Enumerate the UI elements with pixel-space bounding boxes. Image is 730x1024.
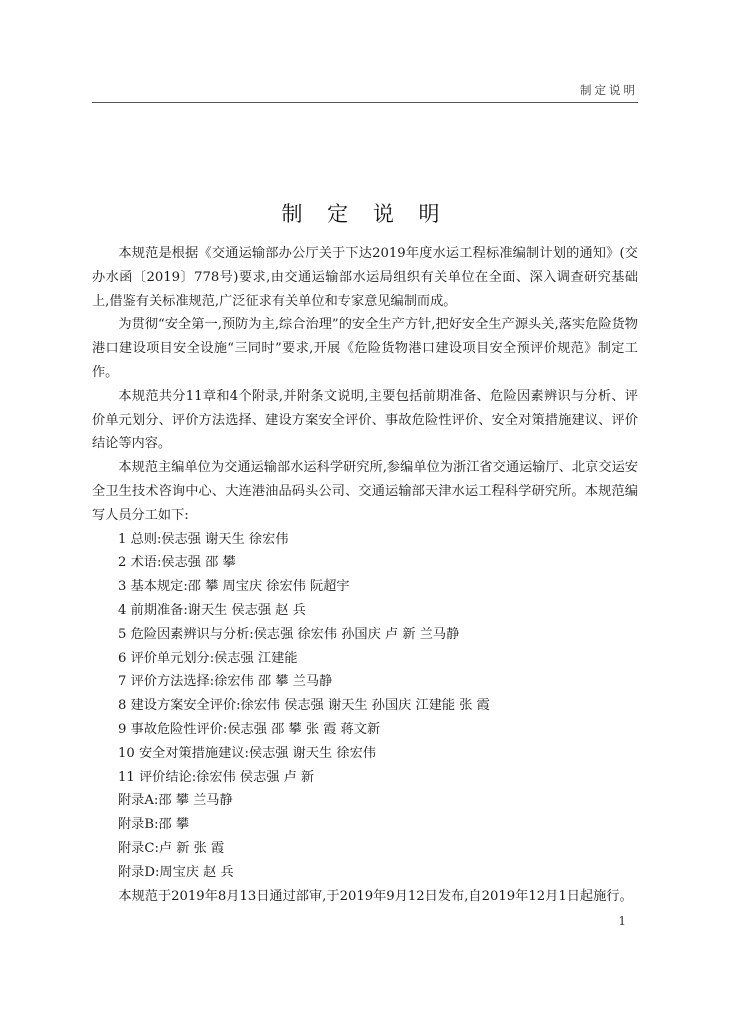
paragraph-editors: 本规范主编单位为交通运输部水运科学研究所,参编单位为浙江省交通运输厅、北京交运安全卫生技术咨询中心、大连港油品码头公司、交通运输部天津水运工程科学研究所。本规范编写人员分工如下: xyxy=(92,460,638,523)
list-item: 11 评价结论:徐宏伟 侯志强 卢 新 xyxy=(118,769,315,785)
list-item: 3 基本规定:邵 攀 周宝庆 徐宏伟 阮超宇 xyxy=(118,579,350,595)
body-text xyxy=(92,242,638,908)
assignment-list xyxy=(92,528,638,885)
list-item: 4 前期准备:谢天生 侯志强 赵 兵 xyxy=(118,602,306,618)
page-title: 制 定 说 明 xyxy=(281,202,449,226)
list-item: 5 危险因素辨识与分析:侯志强 徐宏伟 孙国庆 卢 新 兰马静 xyxy=(118,626,460,642)
list-item: 7 评价方法选择:徐宏伟 邵 攀 兰马静 xyxy=(118,674,333,690)
list-item: 附录B:邵 攀 xyxy=(118,817,190,833)
header-rule xyxy=(92,102,638,103)
paragraph-purpose: 为贯彻“安全第一,预防为主,综合治理”的安全生产方针,把好安全生产源头关,落实危险货物港口建设项目安全设施“三同时”要求,开展《危险货物港口建设项目安全预评价规范》制定工作。 xyxy=(92,317,638,380)
list-item: 附录A:邵 攀 兰马静 xyxy=(118,793,233,809)
list-item: 9 事故危险性评价:侯志强 邵 攀 张 霞 蒋文新 xyxy=(118,721,381,737)
list-item: 6 评价单元划分:侯志强 江建能 xyxy=(118,650,298,666)
paragraph-basis: 本规范是根据《交通运输部办公厅关于下达2019年度水运工程标准编制计划的通知》(交办水函〔2019〕778号)要求,由交通运输部水运局组织有关单位在全面、深入调查研究基础上,借鉴有关标准规范,广泛征求有关单位和专家意见编制而成。 xyxy=(92,246,638,309)
list-item: 10 安全对策措施建议:侯志强 谢天生 徐宏伟 xyxy=(118,745,376,761)
list-item: 附录D:周宝庆 赵 兵 xyxy=(118,864,234,880)
page-number: 1 xyxy=(618,914,626,928)
paragraph-effective-date: 本规范于2019年8月13日通过部审,于2019年9月12日发布,自2019年12月1日起施行。 xyxy=(118,888,633,904)
list-item: 8 建设方案安全评价:徐宏伟 侯志强 谢天生 孙国庆 江建能 张 霞 xyxy=(118,698,490,714)
list-item: 附录C:卢 新 张 霞 xyxy=(118,840,225,856)
running-header: 制定说明 xyxy=(580,83,638,97)
list-item: 1 总则:侯志强 谢天生 徐宏伟 xyxy=(118,531,289,547)
paragraph-contents: 本规范共分11章和4个附录,并附条文说明,主要包括前期准备、危险因素辨识与分析、评价单元划分、评价方法选择、建设方案安全评价、事故危险性评价、安全对策措施建议、评价结论等内容。 xyxy=(92,388,638,452)
list-item: 2 术语:侯志强 邵 攀 xyxy=(118,555,236,571)
